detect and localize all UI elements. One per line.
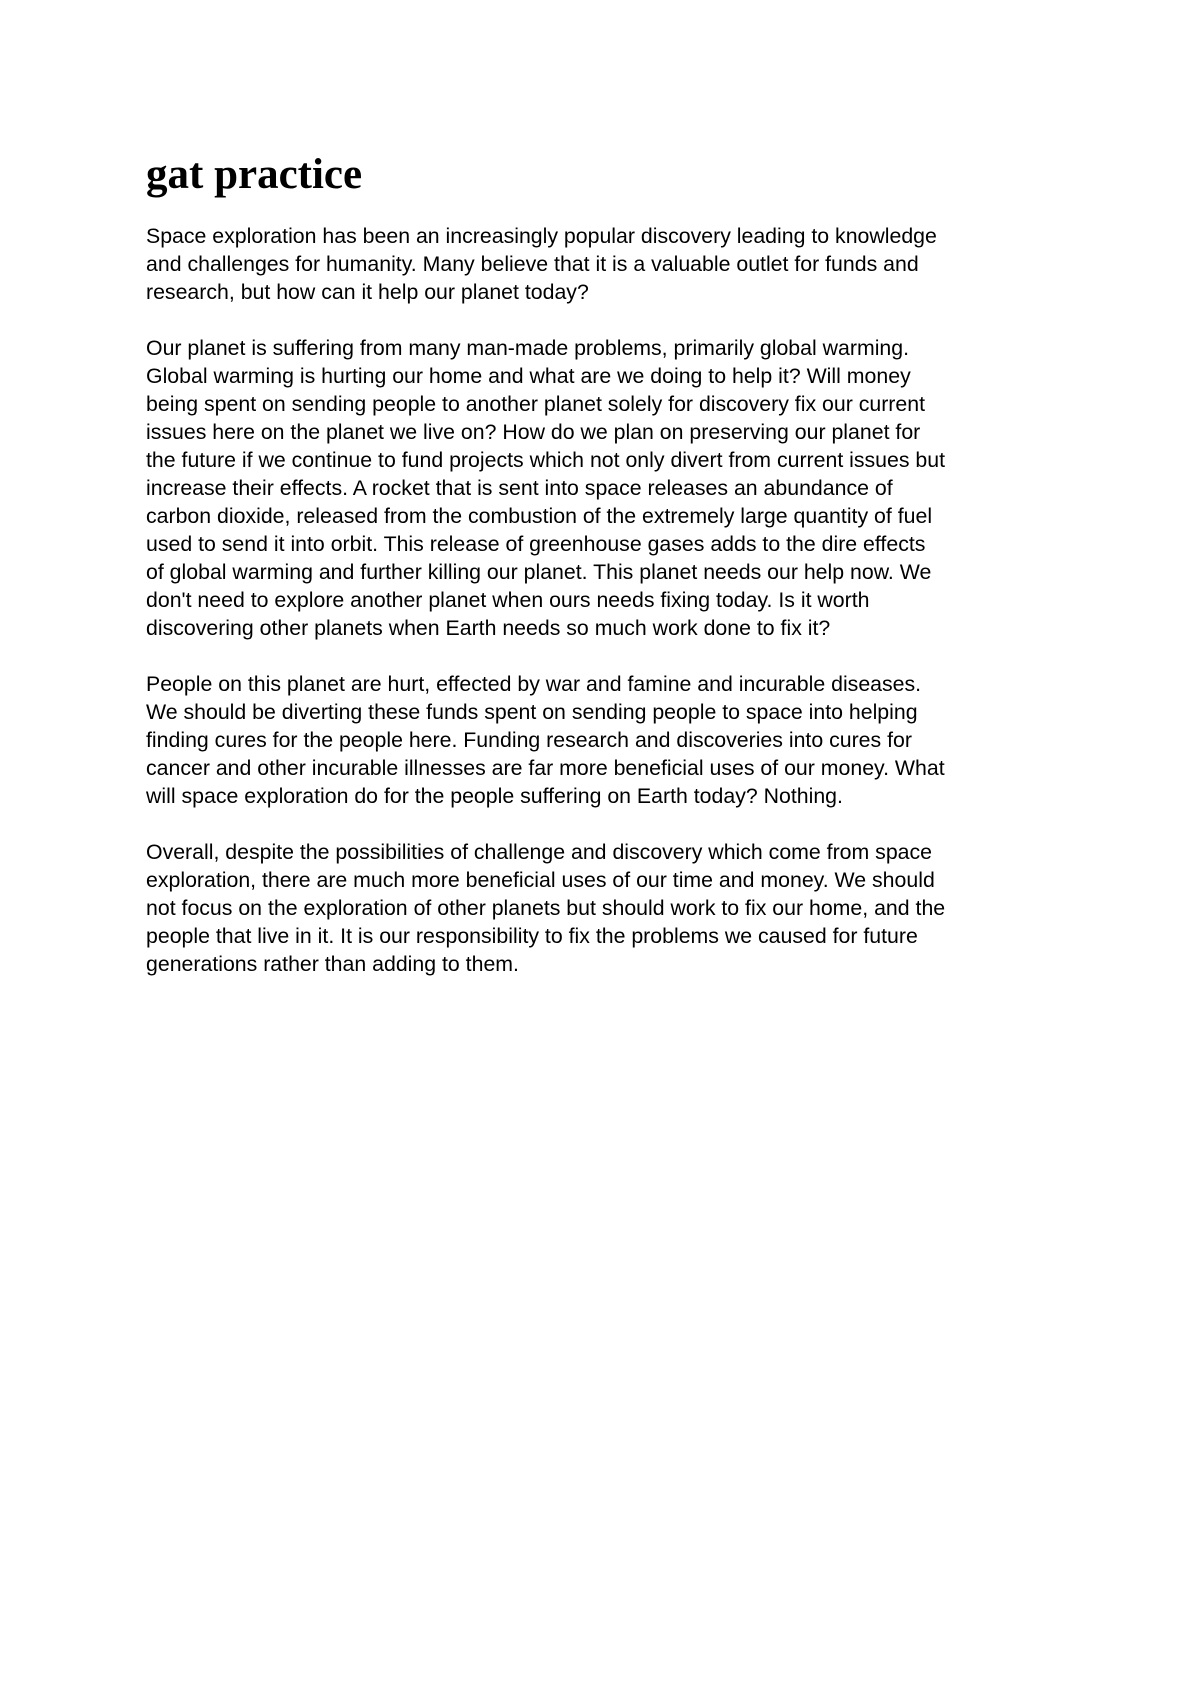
paragraph-line: exploration, there are much more beneficial uses of our time and money. We should	[146, 868, 935, 892]
paragraph-line: being spent on sending people to another planet solely for discovery fix our current	[146, 392, 926, 416]
paragraph-line: not focus on the exploration of other planets but should work to fix our home, and the	[146, 896, 946, 920]
paragraph-line: Overall, despite the possibilities of challenge and discovery which come from space	[146, 840, 933, 864]
paragraph-line: will space exploration do for the people suffering on Earth today? Nothing.	[146, 784, 843, 808]
paragraph-line: of global warming and further killing our planet. This planet needs our help now. We	[146, 560, 932, 584]
paragraph-line: cancer and other incurable illnesses are far more beneficial uses of our money. What	[146, 756, 945, 780]
paragraph-line: Global warming is hurting our home and what are we doing to help it? Will money	[146, 364, 911, 388]
paragraph-people	[146, 670, 1066, 810]
document-body	[146, 150, 1066, 1006]
paragraph-line: finding cures for the people here. Funding research and discoveries into cures for	[146, 728, 912, 752]
paragraph-line: People on this planet are hurt, effected by war and famine and incurable diseases.	[146, 672, 922, 696]
paragraph-line: and challenges for humanity. Many believe that it is a valuable outlet for funds and	[146, 252, 919, 276]
paragraph-global-warming	[146, 334, 1066, 642]
paragraph-line: the future if we continue to fund projects which not only divert from current issues but	[146, 448, 946, 472]
paragraph-line: research, but how can it help our planet today?	[146, 280, 589, 304]
paragraph-line: Space exploration has been an increasingly popular discovery leading to knowledge	[146, 224, 937, 248]
paragraph-line: We should be diverting these funds spent on sending people to space into helping	[146, 700, 918, 724]
paragraph-conclusion	[146, 838, 1066, 978]
paragraph-line: generations rather than adding to them.	[146, 952, 519, 976]
paragraph-line: carbon dioxide, released from the combustion of the extremely large quantity of fuel	[146, 504, 933, 528]
paragraph-line: discovering other planets when Earth needs so much work done to fix it?	[146, 616, 831, 640]
paragraph-intro	[146, 222, 1066, 306]
paragraph-line: don't need to explore another planet when ours needs fixing today. Is it worth	[146, 588, 870, 612]
document-title: gat practice	[146, 151, 363, 198]
paragraph-line: people that live in it. It is our responsibility to fix the problems we caused for future	[146, 924, 918, 948]
paragraph-line: issues here on the planet we live on? How do we plan on preserving our planet for	[146, 420, 921, 444]
paragraph-line: used to send it into orbit. This release of greenhouse gases adds to the dire effects	[146, 532, 926, 556]
paragraph-line: Our planet is suffering from many man-made problems, primarily global warming.	[146, 336, 910, 360]
paragraph-line: increase their effects. A rocket that is sent into space releases an abundance of	[146, 476, 893, 500]
